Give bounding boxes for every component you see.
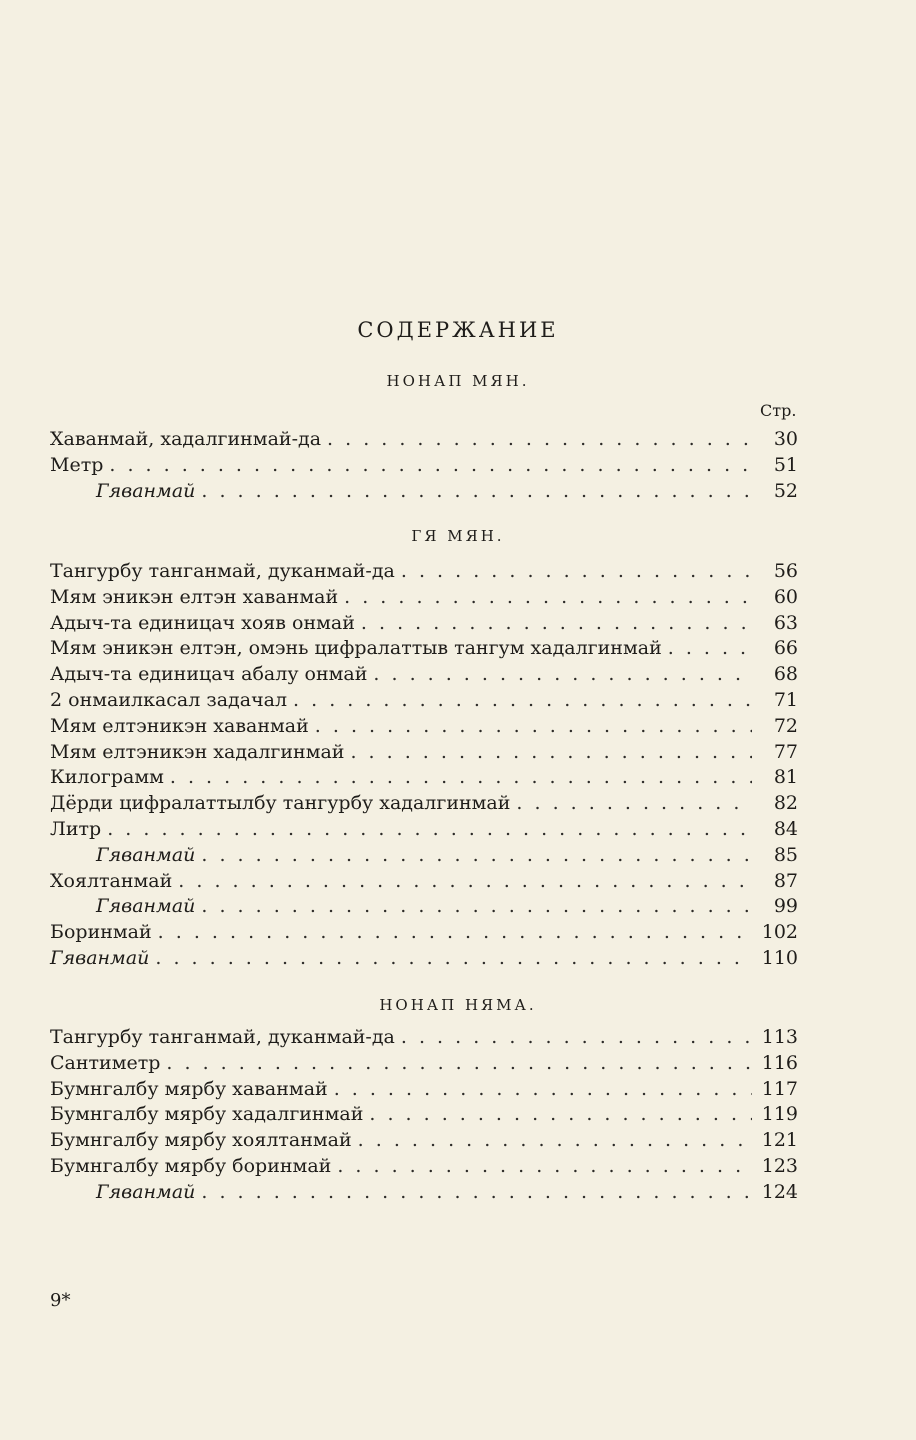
toc-entry-title: Литр xyxy=(50,817,102,840)
leader-dots xyxy=(155,947,752,969)
leader-dots xyxy=(334,1078,752,1100)
toc-entry-title: Гяванмай xyxy=(96,1180,196,1203)
toc-entry-title: Метр xyxy=(50,453,104,476)
toc-entry-title: Мям елтэникэн хадалгинмай xyxy=(50,740,345,763)
toc-entry-page: 68 xyxy=(773,663,798,686)
page-column-label: Стр. xyxy=(760,401,797,420)
toc-entry-page: 63 xyxy=(773,611,798,634)
toc-entry xyxy=(50,766,798,792)
toc-entry xyxy=(50,428,798,454)
signature-mark: 9* xyxy=(50,1290,71,1311)
toc-entry-title: Гяванмай xyxy=(96,843,196,866)
toc-entry xyxy=(50,895,798,921)
section-heading-1: НОНАП МЯН. xyxy=(386,372,530,390)
toc-entry-page: 81 xyxy=(773,766,798,789)
toc-entry-title: 2 онмаилкасал задачал xyxy=(50,688,288,711)
toc-entry-page: 87 xyxy=(773,869,798,892)
toc-entry xyxy=(50,612,798,638)
toc-entry-title: Сантиметр xyxy=(50,1051,161,1074)
leader-dots xyxy=(201,895,752,917)
toc-entry-page: 84 xyxy=(773,817,798,840)
leader-dots xyxy=(201,844,752,866)
leader-dots xyxy=(373,663,752,685)
toc-entry-page: 102 xyxy=(761,921,798,944)
toc-entry-page: 113 xyxy=(761,1026,798,1048)
toc-entry xyxy=(50,1181,798,1207)
toc-entry xyxy=(50,1129,798,1155)
toc-entry xyxy=(50,741,798,767)
toc-entry-page: 124 xyxy=(761,1180,798,1203)
toc-entry-page: 51 xyxy=(773,453,798,476)
toc-entry xyxy=(50,870,798,896)
leader-dots xyxy=(315,715,752,737)
leader-dots xyxy=(107,818,752,840)
toc-entry-page: 71 xyxy=(773,688,798,711)
toc-entry-title: Бумнгалбу мярбу хадалгинмай xyxy=(50,1103,364,1126)
toc-entry xyxy=(50,480,798,506)
toc-entry-title: Мям елтэникэн хаванмай xyxy=(50,714,309,737)
toc-entry-title: Гяванмай xyxy=(50,946,150,969)
toc-entry-page: 30 xyxy=(773,428,798,450)
section-heading-3: НОНАП НЯМА. xyxy=(379,996,537,1014)
toc-entry-page: 110 xyxy=(761,946,798,969)
toc-entry-page: 56 xyxy=(773,560,798,582)
toc-section-2 xyxy=(50,560,798,973)
toc-entry xyxy=(50,947,798,973)
toc-section-3 xyxy=(50,1026,798,1207)
toc-entry-title: Бумнгалбу мярбу хаванмай xyxy=(50,1077,328,1100)
page-title: СОДЕРЖАНИЕ xyxy=(357,318,559,342)
toc-entry-title: Тангурбу танганмай, дуканмай-да xyxy=(50,1026,395,1048)
leader-dots xyxy=(337,1155,752,1177)
toc-entry-page: 123 xyxy=(761,1154,798,1177)
leader-dots xyxy=(178,870,752,892)
leader-dots xyxy=(166,1052,752,1074)
toc-entry-title: Мям эникэн елтэн хаванмай xyxy=(50,585,339,608)
toc-entry-title: Гяванмай xyxy=(96,895,196,918)
leader-dots xyxy=(293,689,752,711)
toc-section-1 xyxy=(50,428,798,505)
toc-entry-title: Дёрди цифралаттылбу тангурбу хадалгинмай xyxy=(50,792,511,815)
leader-dots xyxy=(361,612,752,634)
toc-entry-page: 60 xyxy=(773,585,798,608)
toc-entry-title: Хаванмай, хадалгинмай-да xyxy=(50,428,322,450)
toc-entry-title: Бумнгалбу мярбу боринмай xyxy=(50,1154,332,1177)
toc-entry-page: 121 xyxy=(761,1129,798,1152)
toc-entry xyxy=(50,1103,798,1129)
toc-entry xyxy=(50,715,798,741)
toc-entry-title: Мям эникэн елтэн, омэнь цифралаттыв тангум хадалгинмай xyxy=(50,637,662,660)
toc-entry xyxy=(50,792,798,818)
toc-entry xyxy=(50,586,798,612)
leader-dots xyxy=(401,560,752,582)
toc-entry-page: 72 xyxy=(773,714,798,737)
toc-entry-page: 116 xyxy=(761,1051,798,1074)
toc-entry-title: Хоялтанмай xyxy=(50,869,173,892)
leader-dots xyxy=(668,637,752,659)
toc-entry-page: 66 xyxy=(773,637,798,660)
toc-entry-page: 52 xyxy=(773,479,798,502)
toc-entry-title: Адыч-та единицач абалу онмай xyxy=(50,663,368,686)
toc-entry-page: 99 xyxy=(773,895,798,918)
leader-dots xyxy=(109,454,752,476)
leader-dots xyxy=(358,1129,752,1151)
toc-entry xyxy=(50,1155,798,1181)
toc-entry-title: Гяванмай xyxy=(96,479,196,502)
toc-entry xyxy=(50,844,798,870)
leader-dots xyxy=(327,428,752,450)
toc-entry xyxy=(50,560,798,586)
toc-entry xyxy=(50,454,798,480)
leader-dots xyxy=(350,741,752,763)
toc-entry-page: 85 xyxy=(773,843,798,866)
toc-entry xyxy=(50,921,798,947)
toc-entry-page: 82 xyxy=(773,792,798,815)
toc-entry xyxy=(50,1026,798,1052)
toc-entry xyxy=(50,1078,798,1104)
toc-entry-title: Килограмм xyxy=(50,766,164,789)
toc-entry xyxy=(50,818,798,844)
toc-entry xyxy=(50,1052,798,1078)
toc-entry-title: Боринмай xyxy=(50,921,152,944)
leader-dots xyxy=(170,766,752,788)
leader-dots xyxy=(201,1181,752,1203)
leader-dots xyxy=(344,586,752,608)
section-heading-2: ГЯ МЯН. xyxy=(411,527,505,545)
leader-dots xyxy=(516,792,752,814)
leader-dots xyxy=(401,1026,752,1048)
leader-dots xyxy=(201,480,752,502)
toc-entry-page: 117 xyxy=(761,1077,798,1100)
toc-entry-title: Тангурбу танганмай, дуканмай-да xyxy=(50,560,395,582)
toc-entry xyxy=(50,637,798,663)
toc-entry-title: Адыч-та единицач хояв онмай xyxy=(50,611,355,634)
leader-dots xyxy=(369,1103,752,1125)
toc-entry-page: 119 xyxy=(761,1103,798,1126)
toc-entry-page: 77 xyxy=(773,740,798,763)
toc-entry xyxy=(50,663,798,689)
toc-entry-title: Бумнгалбу мярбу хоялтанмай xyxy=(50,1129,352,1152)
leader-dots xyxy=(158,921,752,943)
toc-entry xyxy=(50,689,798,715)
